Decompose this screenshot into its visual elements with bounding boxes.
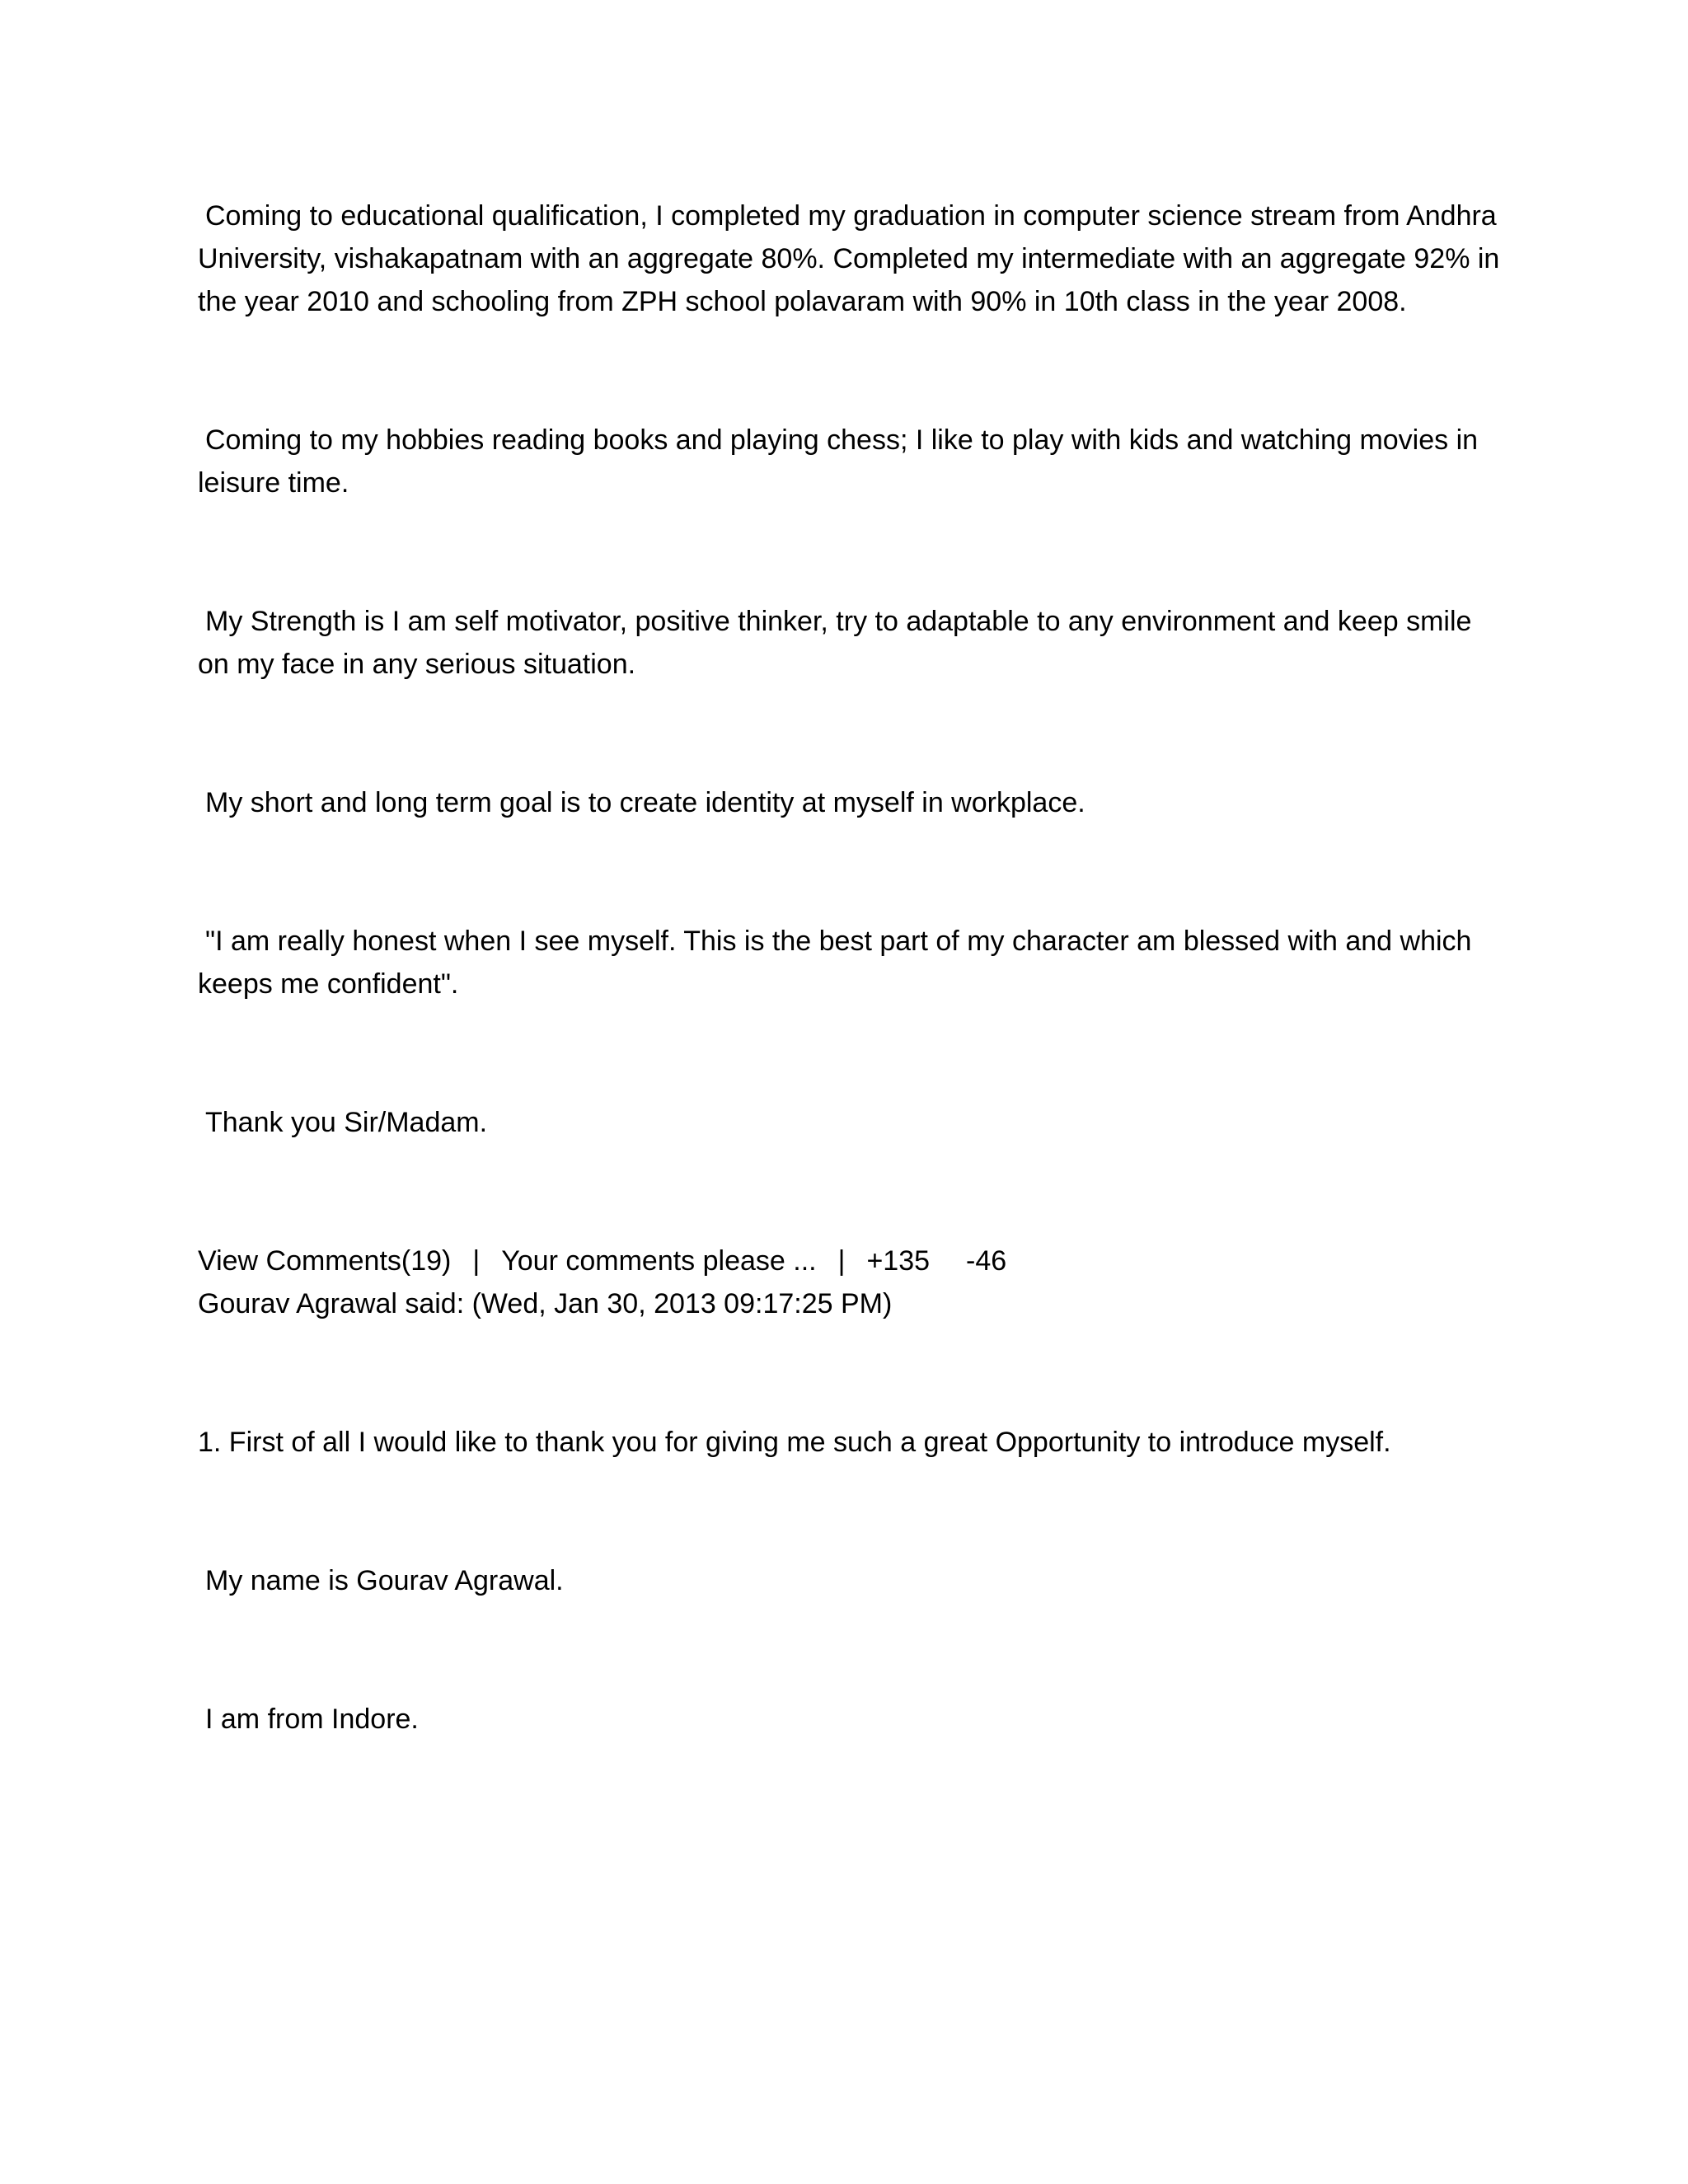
comment-header: Gourav Agrawal said: (Wed, Jan 30, 2013 09:17:25 PM) — [198, 1288, 893, 1319]
vote-down-count[interactable]: -46 — [966, 1245, 1007, 1277]
separator: | — [837, 1245, 846, 1277]
comment-line-3: I am from Indore. — [205, 1704, 419, 1735]
paragraph-thanks: Thank you Sir/Madam. — [205, 1107, 488, 1138]
document-page — [198, 194, 1500, 1741]
comment-action-bar — [198, 1240, 1500, 1282]
view-comments-link[interactable]: View Comments(19) — [198, 1245, 452, 1277]
comment-line-2: My name is Gourav Agrawal. — [205, 1565, 564, 1596]
vote-up-count[interactable]: +135 — [866, 1245, 931, 1277]
paragraph-hobbies: Coming to my hobbies reading books and playing chess; I like to play with kids and watching movies in leisure time. — [198, 424, 1479, 499]
separator: | — [472, 1245, 481, 1277]
paragraph-education: Coming to educational qualification, I completed my graduation in computer science stream from Andhra University, vishakapatnam with an aggregate 80%. Completed my intermediate with an aggregate 92% in the year 2010 and schooling from ZPH school polavaram with 90% in 10th class in the year 2008. — [198, 200, 1500, 317]
paragraph-quote: "I am really honest when I see myself. This is the best part of my character am blessed with and which keeps me confident". — [198, 926, 1472, 1000]
paragraph-goal: My short and long term goal is to create identity at myself in workplace. — [205, 787, 1085, 818]
your-comments-link[interactable]: Your comments please ... — [501, 1245, 817, 1277]
comment-line-1: 1. First of all I would like to thank you for giving me such a great Opportunity to introduce myself. — [198, 1427, 1391, 1458]
paragraph-strength: My Strength is I am self motivator, positive thinker, try to adaptable to any environment and keep smile on my face in any serious situation. — [198, 606, 1472, 680]
